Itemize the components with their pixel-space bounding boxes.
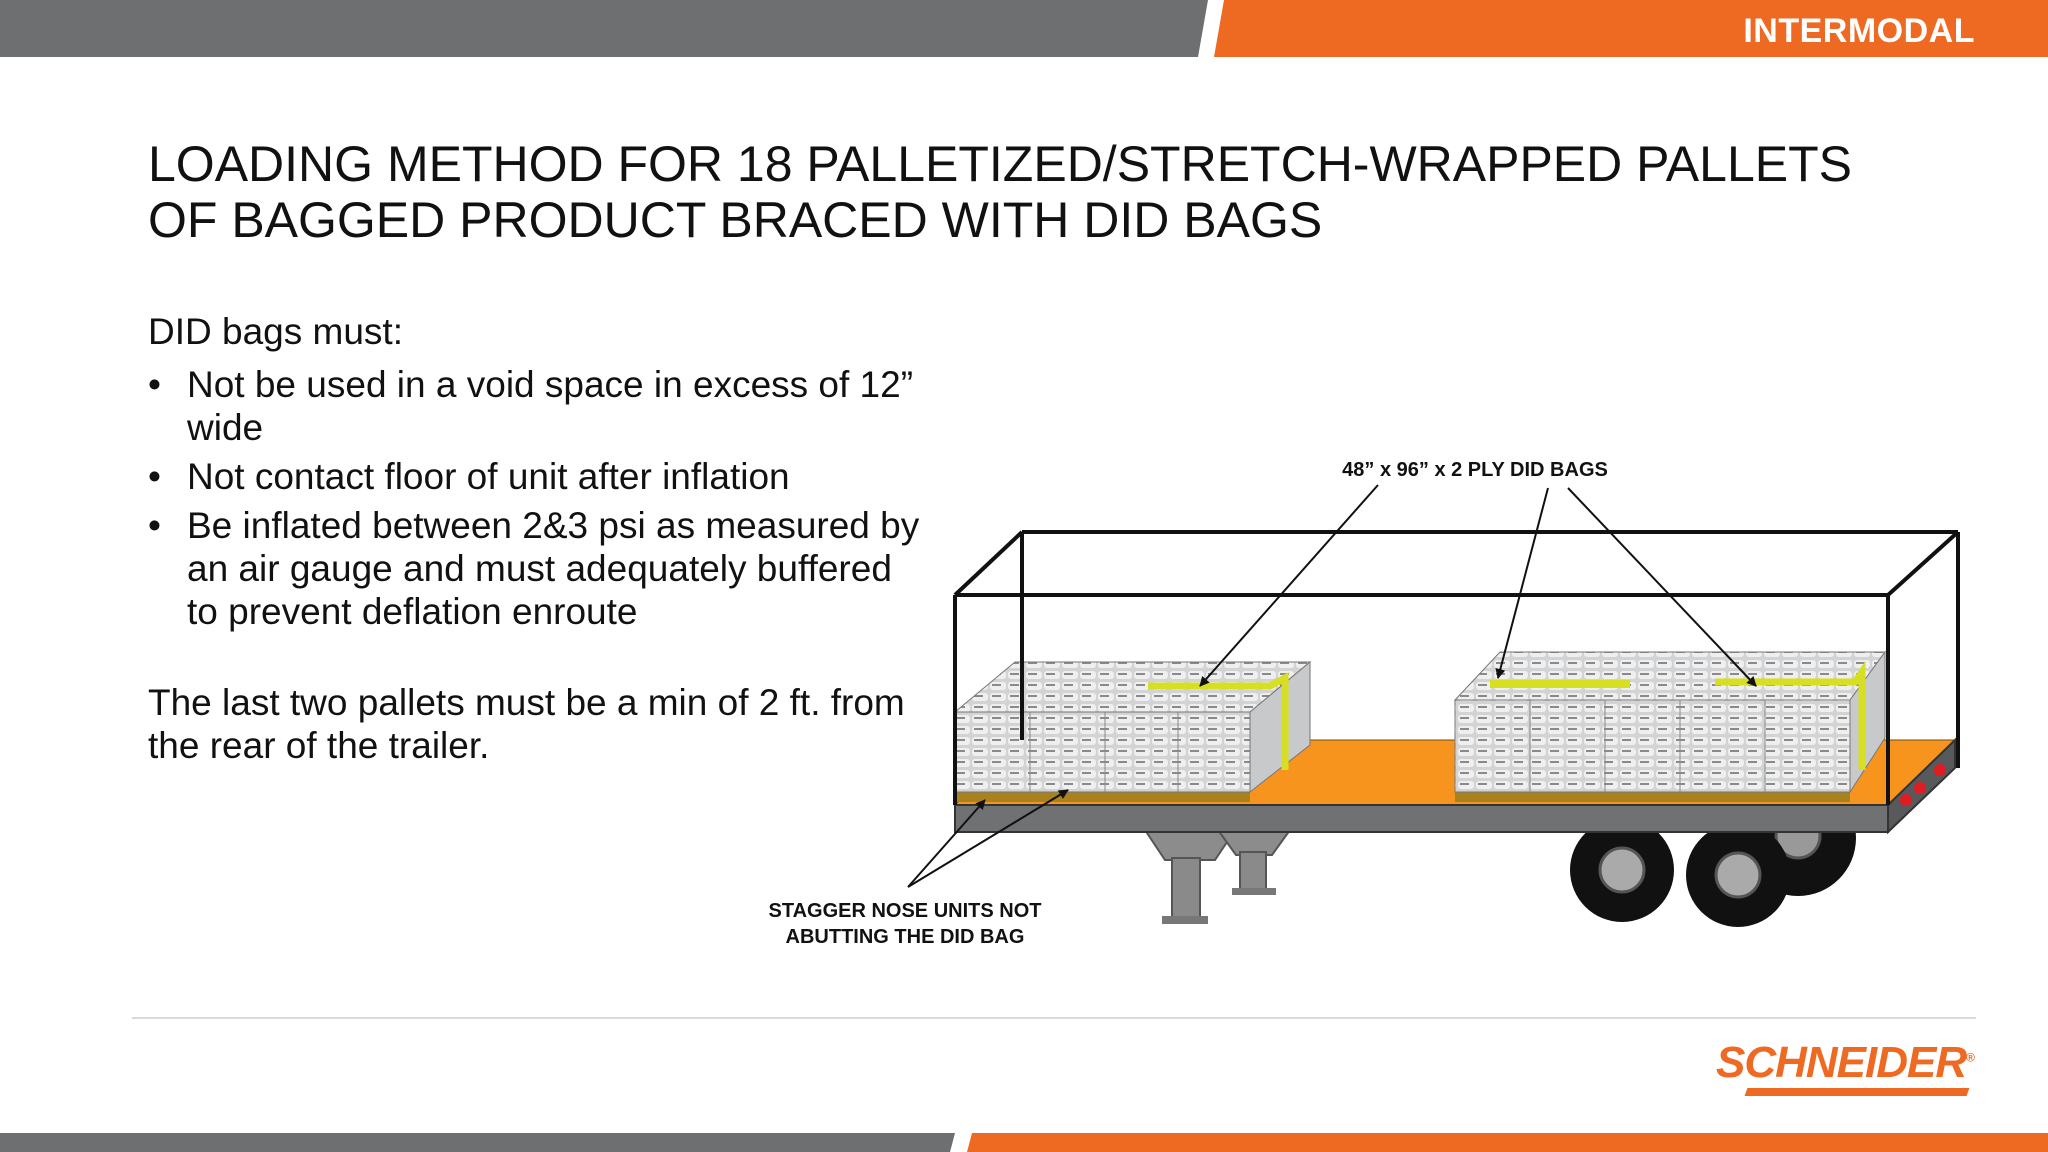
stagger-callout-line-2: ABUTTING THE DID BAG — [785, 926, 1025, 948]
title-line-1: LOADING METHOD FOR 18 PALLETIZED/STRETCH-WRAPPED PALLETS — [148, 136, 1853, 192]
footer-divider — [132, 1017, 1976, 1019]
list-item-text: Be inflated between 2&3 psi as measured by an air gauge and must adequately buffered to prevent deflation enroute — [187, 505, 920, 632]
stagger-callout — [730, 898, 1080, 950]
registered-mark: ® — [1966, 1050, 1974, 1065]
list-item-text: Not be used in a void space in excess of 12” wide — [187, 364, 914, 448]
bullet-icon: • — [148, 364, 161, 405]
bottom-banner-orange — [967, 1133, 2048, 1152]
bullet-icon: • — [148, 456, 161, 497]
did-bags-callout: 48” x 96” x 2 PLY DID BAGS — [1342, 459, 1608, 481]
schneider-logo — [1716, 1038, 1974, 1088]
title-line-2: OF BAGGED PRODUCT BRACED WITH DID BAGS — [148, 192, 1323, 248]
intro-text: DID bags must: — [148, 311, 403, 352]
bullet-icon: • — [148, 505, 161, 546]
closing-text: The last two pallets must be a min of 2 ft. from the rear of the trailer. — [148, 682, 905, 766]
rear-pallet-group — [1455, 652, 1885, 802]
bottom-banner — [0, 1133, 2048, 1152]
front-pallet-group — [955, 662, 1310, 802]
logo-underline — [1745, 1088, 1970, 1096]
landing-gear — [1145, 830, 1290, 924]
logo-text: SCHNEIDER — [1716, 1038, 1967, 1087]
intermodal-label: INTERMODAL — [1743, 12, 1975, 50]
list-item-text: Not contact floor of unit after inflation — [187, 456, 790, 497]
bottom-banner-gray — [0, 1133, 955, 1152]
stagger-callout-line-1: STAGGER NOSE UNITS NOT — [768, 900, 1042, 922]
